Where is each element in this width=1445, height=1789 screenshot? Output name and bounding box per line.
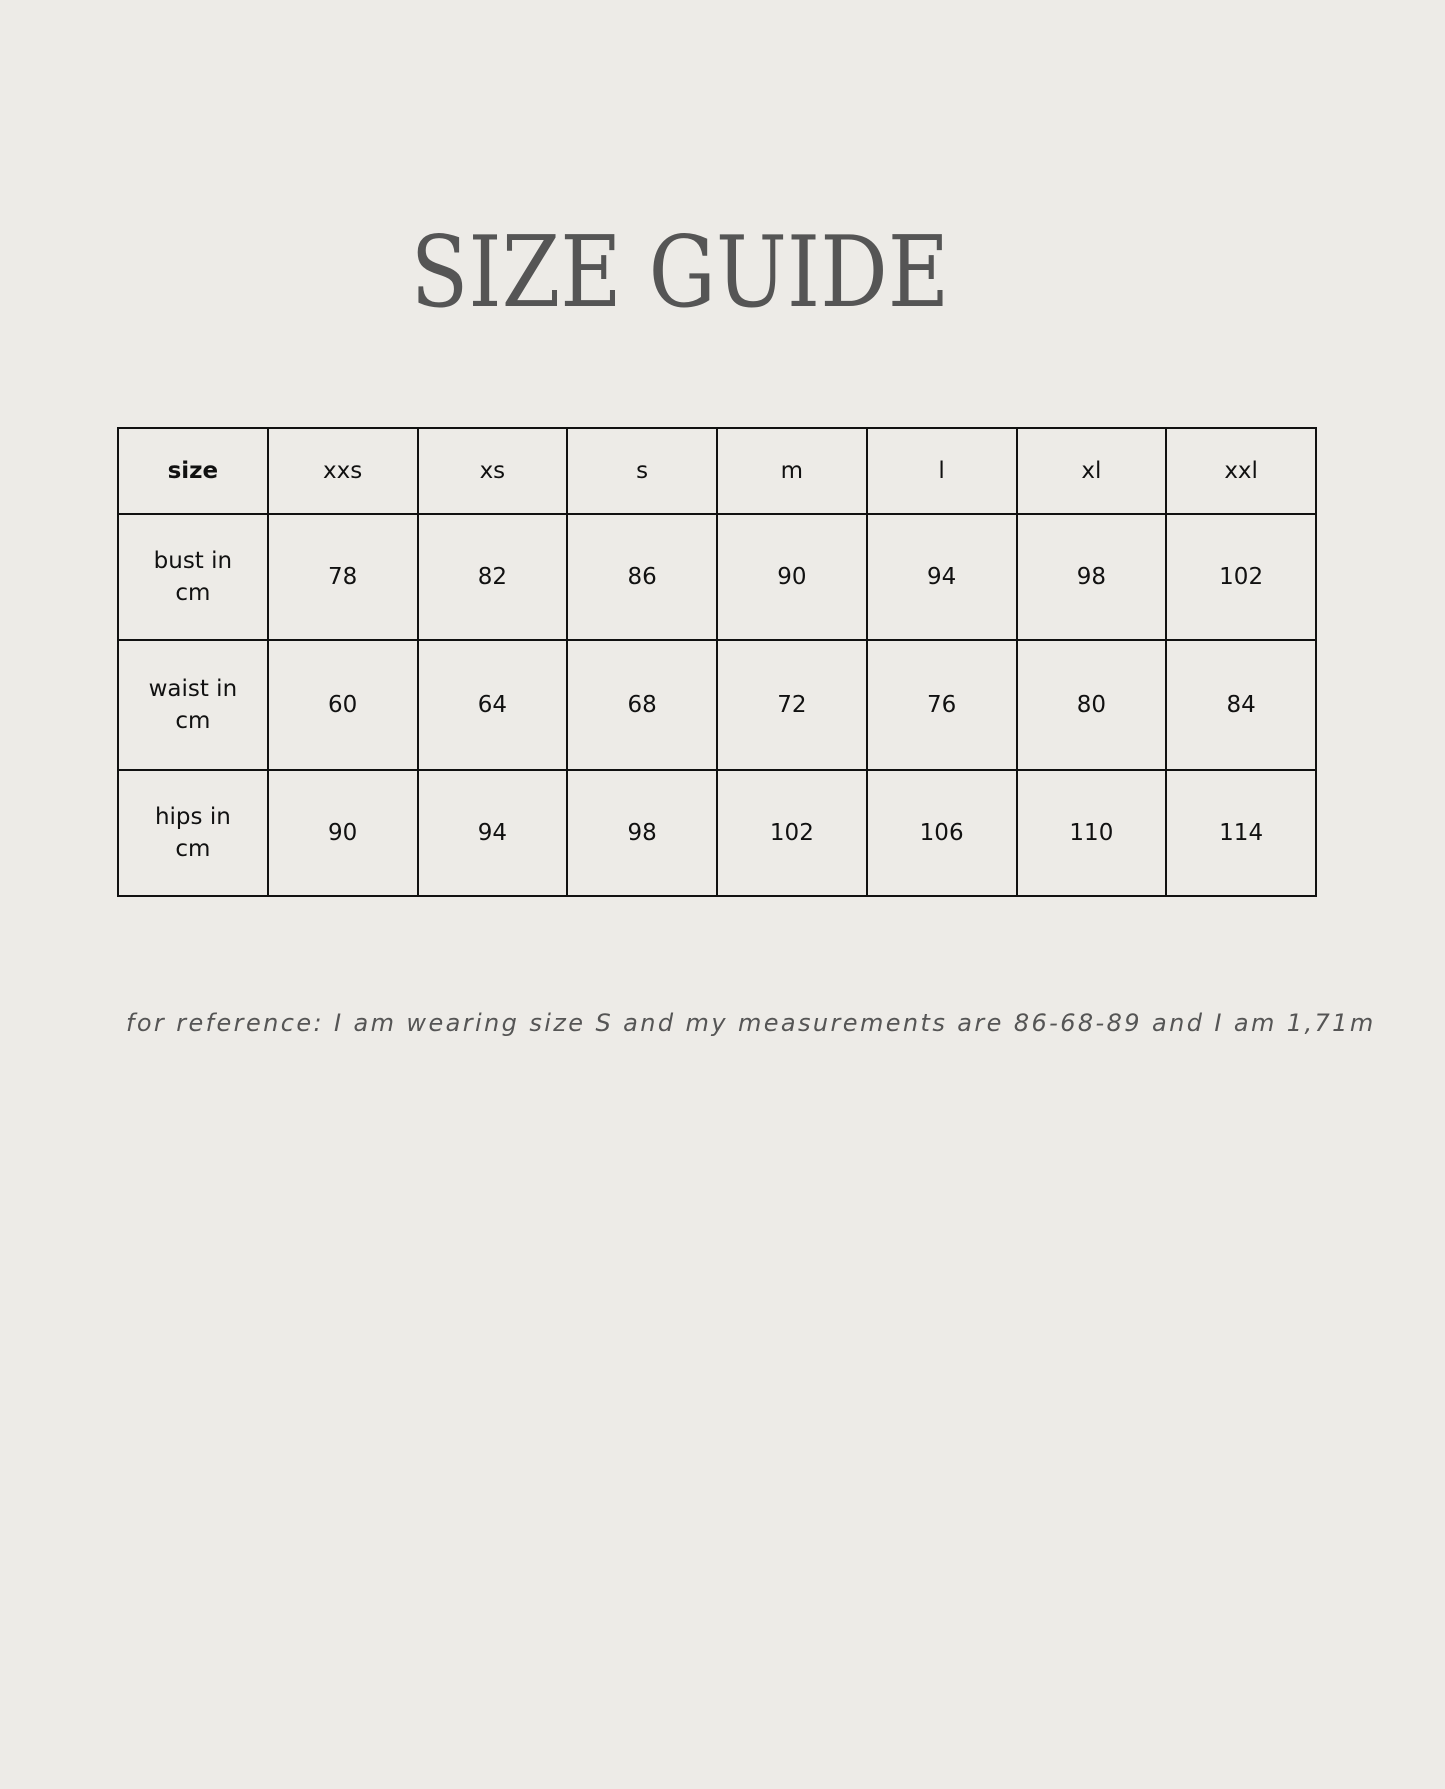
table-cell: 102 xyxy=(1166,514,1316,640)
table-cell: 94 xyxy=(418,770,568,896)
table-cell: 86 xyxy=(567,514,717,640)
table-cell: 110 xyxy=(1017,770,1167,896)
table-cell: 64 xyxy=(418,640,568,770)
table-cell: 60 xyxy=(268,640,418,770)
table-row-hips xyxy=(118,770,1316,896)
table-row-waist xyxy=(118,640,1316,770)
page-title: SIZE GUIDE xyxy=(410,215,950,330)
size-table xyxy=(117,427,1317,897)
table-header-row xyxy=(118,428,1316,514)
table-cell: 78 xyxy=(268,514,418,640)
table-cell: 106 xyxy=(867,770,1017,896)
table-cell: 84 xyxy=(1166,640,1316,770)
row-label-waist: waist in cm xyxy=(118,640,268,770)
column-header-size: size xyxy=(118,428,268,514)
table-cell: 90 xyxy=(268,770,418,896)
table-cell: 98 xyxy=(1017,514,1167,640)
column-header-l: l xyxy=(867,428,1017,514)
table-cell: 90 xyxy=(717,514,867,640)
table-cell: 102 xyxy=(717,770,867,896)
table-cell: 94 xyxy=(867,514,1017,640)
table-row-bust xyxy=(118,514,1316,640)
table-cell: 82 xyxy=(418,514,568,640)
table-cell: 98 xyxy=(567,770,717,896)
table-cell: 72 xyxy=(717,640,867,770)
reference-note: for reference: I am wearing size S and my measurements are 86-68-89 and I am 1,71m xyxy=(126,1009,1376,1037)
table-cell: 80 xyxy=(1017,640,1167,770)
column-header-xl: xl xyxy=(1017,428,1167,514)
column-header-xxl: xxl xyxy=(1166,428,1316,514)
column-header-s: s xyxy=(567,428,717,514)
row-label-hips: hips in cm xyxy=(118,770,268,896)
column-header-xxs: xxs xyxy=(268,428,418,514)
row-label-bust: bust in cm xyxy=(118,514,268,640)
table-cell: 68 xyxy=(567,640,717,770)
column-header-xs: xs xyxy=(418,428,568,514)
table-cell: 76 xyxy=(867,640,1017,770)
column-header-m: m xyxy=(717,428,867,514)
table-cell: 114 xyxy=(1166,770,1316,896)
